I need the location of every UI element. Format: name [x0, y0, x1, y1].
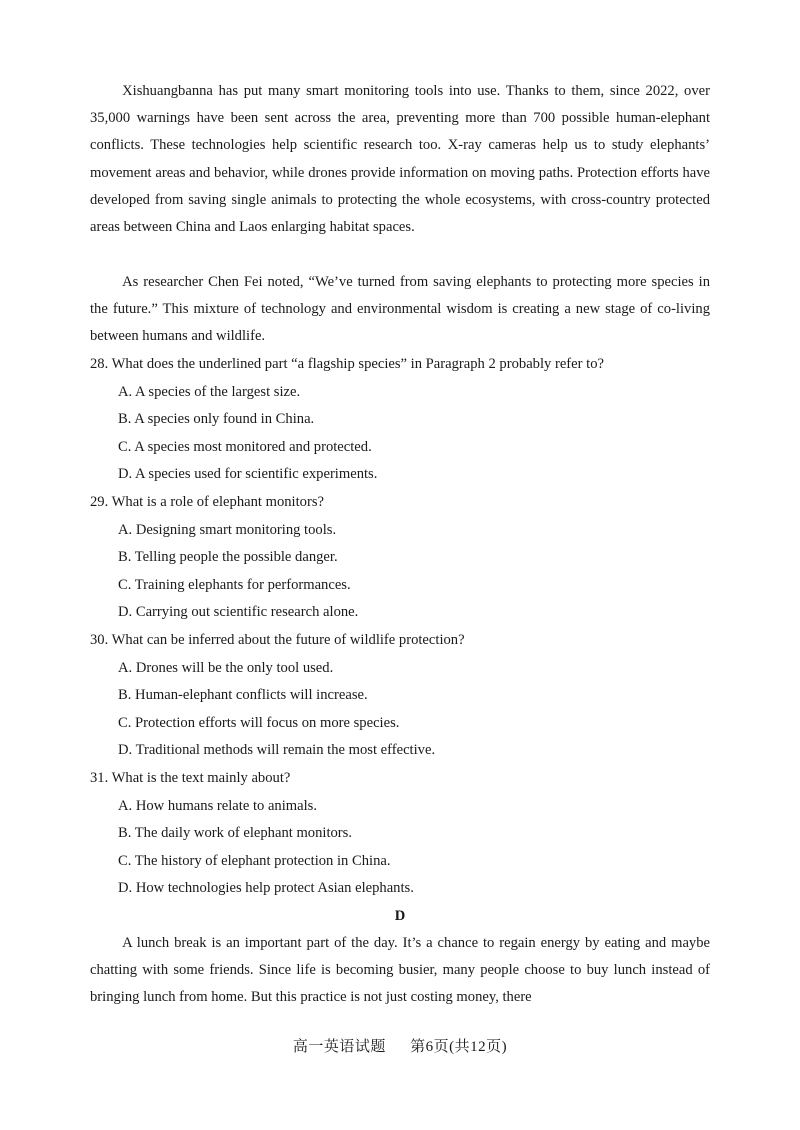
question-stem: 28. What does the underlined part “a flagship species” in Paragraph 2 probably refer to?: [90, 356, 604, 372]
page-footer: [0, 1035, 800, 1059]
option-c: C. Protection efforts will focus on more species.: [118, 714, 400, 731]
option-b: B. Telling people the possible danger.: [118, 549, 338, 566]
question-30: [90, 627, 710, 765]
question-28: [90, 351, 710, 489]
question-29: [90, 489, 710, 627]
option-d: D. A species used for scientific experiments.: [118, 466, 378, 483]
option-a: A. Designing smart monitoring tools.: [118, 521, 337, 538]
option-d: D. How technologies help protect Asian elephants.: [118, 880, 414, 897]
option-b: B. Human-elephant conflicts will increase.: [118, 687, 368, 704]
option-a: A. How humans relate to animals.: [118, 797, 317, 814]
section-heading-d: D: [394, 908, 406, 924]
paragraph-text: A lunch break is an important part of the day. It’s a chance to regain energy by eating and maybe chatting with some friends. Since life is becoming busier, many people choose to buy lunch instead of bringing lunch from home. But this practice is not just costing money, there: [90, 935, 710, 1006]
question-31: [90, 765, 710, 903]
option-c: C. A species most monitored and protected.: [118, 438, 372, 455]
question-stem: 30. What can be inferred about the future of wildlife protection?: [90, 631, 465, 648]
passage-c-paragraph-1: [90, 78, 710, 241]
question-stem: 29. What is a role of elephant monitors?: [90, 493, 324, 510]
question-list: [90, 351, 710, 903]
paragraph-text: Xishuangbanna has put many smart monitoring tools into use. Thanks to them, since 2022, over 35,000 warnings have been sent across the area, preventing more than 700 possible human-elephant conflicts. These technologies help scientific research too. X-ray cameras help us to study elephants’ movement areas and behavior, while drones provide information on moving paths. Protection efforts have developed from saving single animals to protecting the whole ecosystems, with cross-country protected areas between China and Laos enlarging habitat spaces.: [90, 83, 710, 236]
passage-c-paragraph-2: [90, 269, 710, 351]
option-c: C. Training elephants for performances.: [118, 576, 351, 593]
option-d: D. Traditional methods will remain the most effective.: [118, 742, 436, 759]
option-a: A. A species of the largest size.: [118, 383, 301, 400]
option-b: B. The daily work of elephant monitors.: [118, 825, 352, 842]
paragraph-text: As researcher Chen Fei noted, “We’ve turned from saving elephants to protecting more species in the future.” This mixture of technology and environmental wisdom is creating a new stage of co-living between humans and wildlife.: [90, 274, 710, 345]
option-d: D. Carrying out scientific research alone.: [118, 604, 359, 621]
question-stem: 31. What is the text mainly about?: [90, 769, 291, 786]
passage-d-paragraph-1: [90, 930, 710, 1012]
page-number: 第6页(共12页): [410, 1039, 508, 1055]
option-b: B. A species only found in China.: [118, 411, 315, 428]
option-c: C. The history of elephant protection in China.: [118, 852, 391, 869]
exam-title: 高一英语试题: [292, 1039, 386, 1055]
option-a: A. Drones will be the only tool used.: [118, 659, 334, 676]
